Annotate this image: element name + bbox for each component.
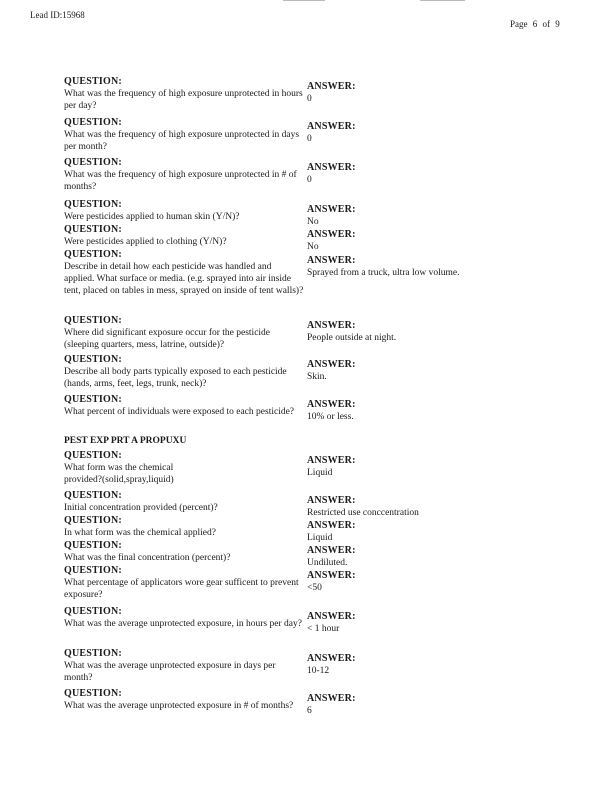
question-text: What was the average unprotected exposure, in hours per day? [64,619,302,629]
answer-label: ANSWER: [307,545,356,556]
question-label: QUESTION: [64,76,122,87]
answer-block [307,455,547,479]
question-text: Where did significant exposure occur for the pesticide (sleeping quarters, mess, latrine, outside)? [64,328,271,350]
answer-block [307,320,547,344]
question-label: QUESTION: [64,394,122,405]
question-label: QUESTION: [64,157,122,168]
question-label: QUESTION: [64,117,122,128]
question-label: QUESTION: [64,648,122,659]
answer-label: ANSWER: [307,611,356,622]
answer-text: People outside at night. [307,333,397,343]
answer-block [307,81,547,105]
question-block [64,249,304,297]
answer-block [307,229,547,253]
question-text: What was the final concentration (percent)? [64,553,231,563]
answer-block [307,495,547,519]
answer-label: ANSWER: [307,204,356,215]
answer-block [307,520,547,544]
question-label: QUESTION: [64,490,122,501]
answer-text: 10-12 [307,666,330,676]
question-block [64,315,304,351]
question-label: QUESTION: [64,199,122,210]
answer-text: <50 [307,583,322,593]
question-text: What was the average unprotected exposure in days per month? [64,661,276,683]
question-label: QUESTION: [64,515,122,526]
question-text: What was the frequency of high exposure unprotected in hours per day? [64,89,303,111]
question-label: QUESTION: [64,224,122,235]
answer-text: 0 [307,94,312,104]
answer-text: < 1 hour [307,624,340,634]
answer-text: Sprayed from a truck, ultra low volume. [307,268,460,278]
question-label: QUESTION: [64,540,122,551]
question-block [64,117,304,153]
answer-label: ANSWER: [307,693,356,704]
answer-block [307,204,547,228]
answer-text: Restricted use conccentration [307,508,419,518]
question-block [64,515,304,539]
section-title: PEST EXP PRT A PROPUXU [64,436,187,446]
question-text: What was the frequency of high exposure unprotected in # of months? [64,170,297,192]
answer-text: 10% or less. [307,412,354,422]
answer-block [307,121,547,145]
answer-label: ANSWER: [307,399,356,410]
question-label: QUESTION: [64,606,122,617]
answer-label: ANSWER: [307,162,356,173]
answer-block [307,359,547,383]
question-block [64,354,304,390]
answer-text: 6 [307,706,312,716]
question-text: What was the average unprotected exposure in # of months? [64,701,294,711]
answer-text: No [307,217,319,227]
question-label: QUESTION: [64,688,122,699]
question-text: Were pesticides applied to human skin (Y/N)? [64,212,240,222]
question-block [64,157,304,193]
question-label: QUESTION: [64,354,122,365]
answer-label: ANSWER: [307,255,356,266]
answer-text: Skin. [307,372,327,382]
question-block [64,648,304,684]
question-label: QUESTION: [64,249,122,260]
answer-text: Undiluted. [307,558,348,568]
page-number: Page 6 of 9 [510,19,560,29]
answer-block [307,653,547,677]
answer-label: ANSWER: [307,455,356,466]
answer-text: 0 [307,175,312,185]
lead-id: Lead ID:15968 [30,10,85,20]
answer-text: Liquid [307,533,333,543]
answer-label: ANSWER: [307,570,356,581]
question-block [64,490,304,514]
answer-block [307,693,547,717]
question-text: Describe all body parts typically exposed to each pesticide (hands, arms, feet, legs, trunk, neck)? [64,367,287,389]
answer-label: ANSWER: [307,495,356,506]
question-block [64,450,304,486]
answer-label: ANSWER: [307,81,356,92]
question-text: In what form was the chemical applied? [64,528,216,538]
question-block [64,76,304,112]
answer-text: 0 [307,134,312,144]
answer-block [307,255,547,279]
question-block [64,394,304,418]
answer-text: No [307,242,319,252]
answer-block [307,399,547,423]
answer-label: ANSWER: [307,121,356,132]
question-text: What percent of individuals were exposed to each pesticide? [64,407,295,417]
answer-label: ANSWER: [307,229,356,240]
question-block [64,606,304,630]
answer-block [307,570,547,594]
answer-label: ANSWER: [307,359,356,370]
question-label: QUESTION: [64,565,122,576]
answer-label: ANSWER: [307,320,356,331]
question-block [64,565,304,601]
question-label: QUESTION: [64,315,122,326]
answer-block [307,162,547,186]
question-block [64,540,304,564]
scan-mark [283,0,325,1]
question-block [64,199,304,223]
question-block [64,688,304,712]
scan-mark [420,0,465,1]
question-text: Describe in detail how each pesticide was handled and applied. What surface or media. (e.g. sprayed into air inside tent, placed on tables in mess, sprayed on inside of tent walls)? [64,262,304,296]
question-text: What was the frequency of high exposure unprotected in days per month? [64,130,300,152]
question-text: What form was the chemical provided?(solid,spray,liquid) [64,463,174,485]
answer-block [307,611,547,635]
question-block [64,224,304,248]
question-text: Initial concentration provided (percent)? [64,503,218,513]
question-label: QUESTION: [64,450,122,461]
answer-label: ANSWER: [307,653,356,664]
question-text: What percentage of applicators wore gear sufficent to prevent exposure? [64,578,299,600]
answer-text: Liquid [307,468,333,478]
question-text: Were pesticides applied to clothing (Y/N)? [64,237,227,247]
answer-label: ANSWER: [307,520,356,531]
answer-block [307,545,547,569]
